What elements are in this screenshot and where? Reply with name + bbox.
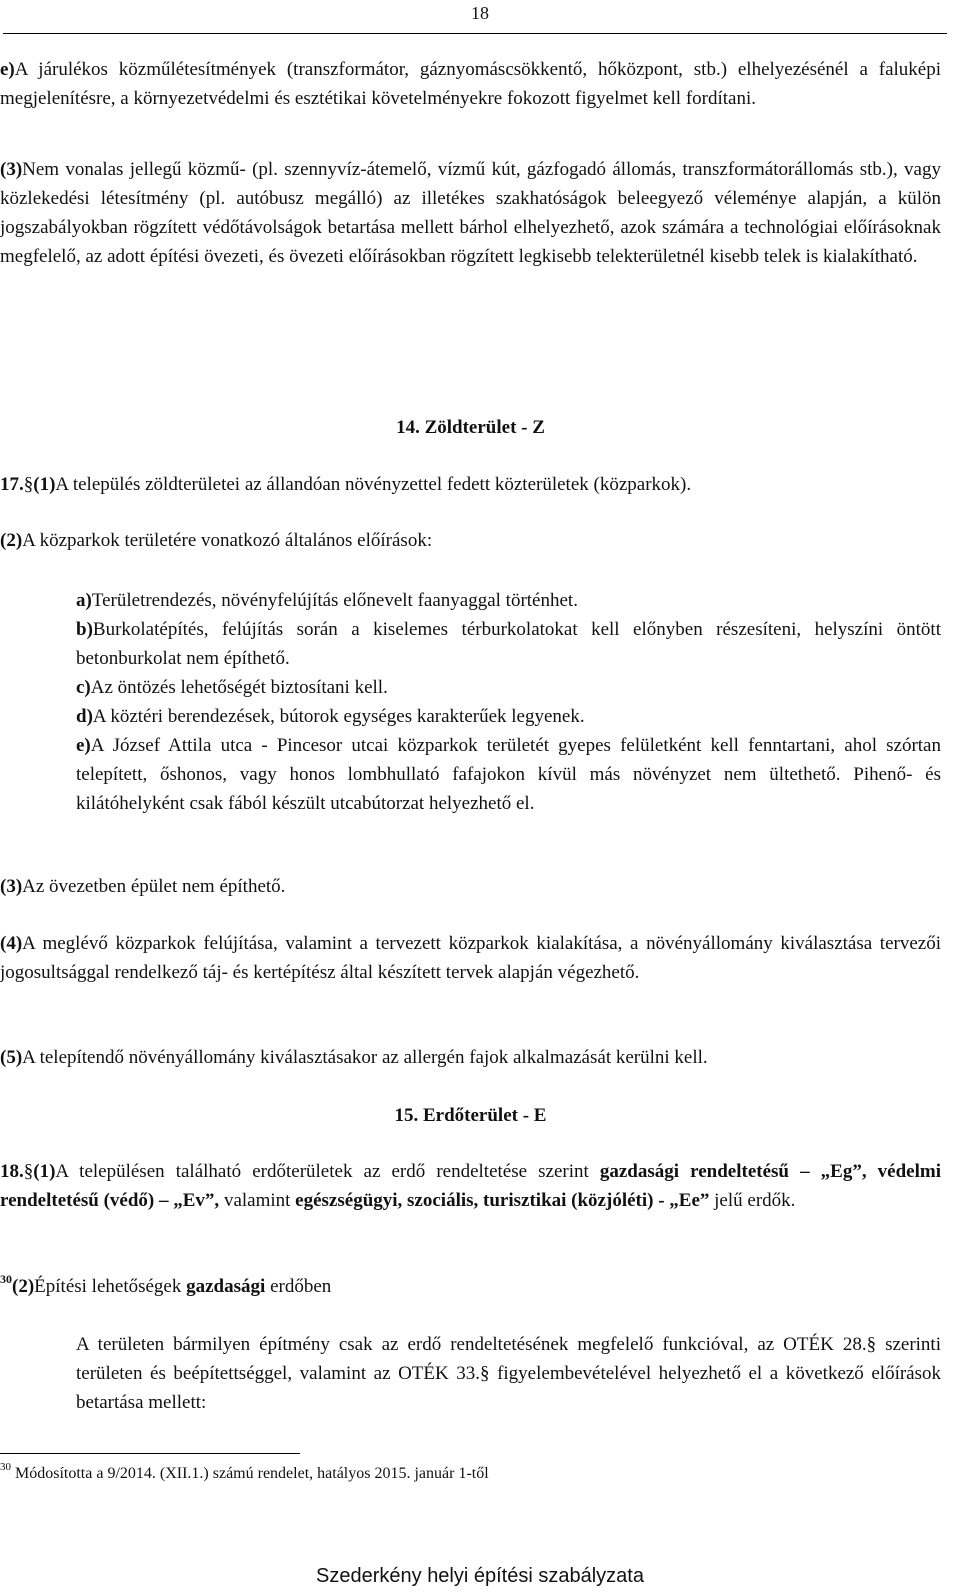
item-label: (5) xyxy=(0,1047,23,1068)
item-label: (1) xyxy=(33,474,56,495)
paragraph-text: A telepítendő növényállomány kiválasztásakor az allergén fajok alkalmazását kerülni kell. xyxy=(22,1047,708,1068)
section-17-paragraph-2 xyxy=(0,526,941,555)
section-17-paragraph-1 xyxy=(0,470,941,499)
paragraph-text: Építési lehetőségek xyxy=(34,1276,187,1297)
section-18-paragraph-2 xyxy=(0,1272,941,1301)
section-18-paragraph-2-body: A területen bármilyen építmény csak az erdő rendeltetésének megfelelő funkcióval, az OTÉK 28.§ szerinti területen és beépítettséggel, valamint az OTÉK 33.§ figyelembevételével helyezhető el a következő előírások betartása mellett: xyxy=(76,1334,941,1413)
list-item xyxy=(76,702,941,731)
section-number: 18. xyxy=(0,1161,24,1182)
item-label: (3) xyxy=(0,876,23,897)
list-item xyxy=(76,586,941,615)
item-text: A köztéri berendezések, bútorok egységes karakterűek legyenek. xyxy=(92,706,585,727)
page-footer: Szederkény helyi építési szabályzata xyxy=(316,1565,644,1587)
footnote-number: 30 xyxy=(0,1461,11,1473)
paragraph-text: jelű erdők. xyxy=(709,1190,796,1211)
item-text: A József Attila utca - Pincesor utcai közparkok területét gyepes felületként kell fenntartani, ahol szórtan telepített, őshonos, vagy honos lombhullató fafajokon kívül más növényzet nem ültethető. Pihenő- és kilátóhelyként csak fából készült utcabútorzat helyezhető el. xyxy=(76,735,941,814)
bold-phrase: gazdasági xyxy=(186,1276,266,1297)
item-text: Területrendezés, növényfelújítás előnevelt faanyaggal történhet. xyxy=(91,590,578,611)
section-17-paragraph-4 xyxy=(0,929,941,987)
list-item xyxy=(76,731,941,818)
paragraph-text: A településen található erdőterületek az erdő rendeltetése szerint xyxy=(55,1161,600,1182)
paragraph-text: valamint xyxy=(219,1190,296,1211)
item-label: (2) xyxy=(12,1276,35,1297)
list-item xyxy=(76,673,941,702)
footnote-text: Módosította a 9/2014. (XII.1.) számú rendelet, hatályos 2015. január 1-től xyxy=(11,1465,489,1482)
section-17-paragraph-3 xyxy=(0,872,941,901)
section-18-paragraph-1 xyxy=(0,1157,941,1215)
park-rules-list xyxy=(76,586,941,818)
section-17-paragraph-5 xyxy=(0,1043,941,1072)
section-heading-15: 15. Erdőterület - E xyxy=(394,1105,547,1126)
item-label: e) xyxy=(0,59,15,80)
item-label: d) xyxy=(76,706,93,727)
bold-phrase: gazdasági rendeltetésű – „Eg”, védelmi rendeltetésű (védő) – „Ev”, xyxy=(0,1161,941,1211)
paragraph-text: A járulékos közműlétesítmények (transzformátor, gáznyomáscsökkentő, hőközpont, stb.) elhelyezésénél a faluképi megjelenítésre, a környezetvédelmi és esztétikai követelményekre fokozott figyelmet kell fordítani. xyxy=(0,59,941,109)
paragraph-text: A közparkok területére vonatkozó általános előírások: xyxy=(22,530,433,551)
paragraph-text: A település zöldterületei az állandóan növényzettel fedett közterületek (közparkok). xyxy=(55,474,692,495)
item-label: (1) xyxy=(33,1161,56,1182)
footnote xyxy=(0,1460,941,1488)
footnote-rule xyxy=(0,1453,300,1454)
paragraph-3-nonlinear-utility xyxy=(0,155,941,271)
paragraph-text: Az övezetben épület nem építhető. xyxy=(22,876,286,897)
item-label: b) xyxy=(76,619,93,640)
item-label: c) xyxy=(76,677,91,698)
paragraph-e-ancillary-utilities xyxy=(0,55,941,113)
item-text: Burkolatépítés, felújítás során a kiselemes térburkolatokat kell előnyben részesíteni, helyszíni öntött betonburkolat nem építhető. xyxy=(76,619,941,669)
item-label: e) xyxy=(76,735,91,756)
page-number: 18 xyxy=(471,3,489,23)
item-label: (4) xyxy=(0,933,23,954)
item-label: (2) xyxy=(0,530,23,551)
item-label: a) xyxy=(76,590,92,611)
section-number: 17. xyxy=(0,474,24,495)
paragraph-text: erdőben xyxy=(265,1276,332,1297)
bold-phrase: egészségügyi, szociális, turisztikai (közjóléti) - „Ee” xyxy=(295,1190,710,1211)
section-sign: § xyxy=(23,1161,34,1182)
section-heading-14: 14. Zöldterület - Z xyxy=(396,417,545,438)
paragraph-text: A meglévő közparkok felújítása, valamint a tervezett közparkok kialakítása, a növényállomány kiválasztása tervezői jogosultsággal rendelkező táj- és kertépítész által készített tervek alapján végezhető. xyxy=(0,933,941,983)
item-text: Az öntözés lehetőségét biztosítani kell. xyxy=(90,677,388,698)
item-label: (3) xyxy=(0,159,23,180)
footnote-reference: 30 xyxy=(0,1272,12,1286)
section-sign: § xyxy=(23,474,34,495)
paragraph-text: Nem vonalas jellegű közmű- (pl. szennyvíz-átemelő, vízmű kút, gázfogadó állomás, transzformátorállomás stb.), vagy közlekedési létesítmény (pl. autóbusz megálló) az illetékes szakhatóságok beleegyező véleménye alapján, a külön jogszabályokban rögzített védőtávolságok betartása mellett bárhol elhelyezhető, azok számára a technológiai előírásoknak megfelelő, az adott építési övezeti, és övezeti előírásokban rögzített legkisebb telekterületnél kisebb telek is kialakítható. xyxy=(0,159,941,267)
header-rule xyxy=(3,33,947,34)
list-item xyxy=(76,615,941,673)
